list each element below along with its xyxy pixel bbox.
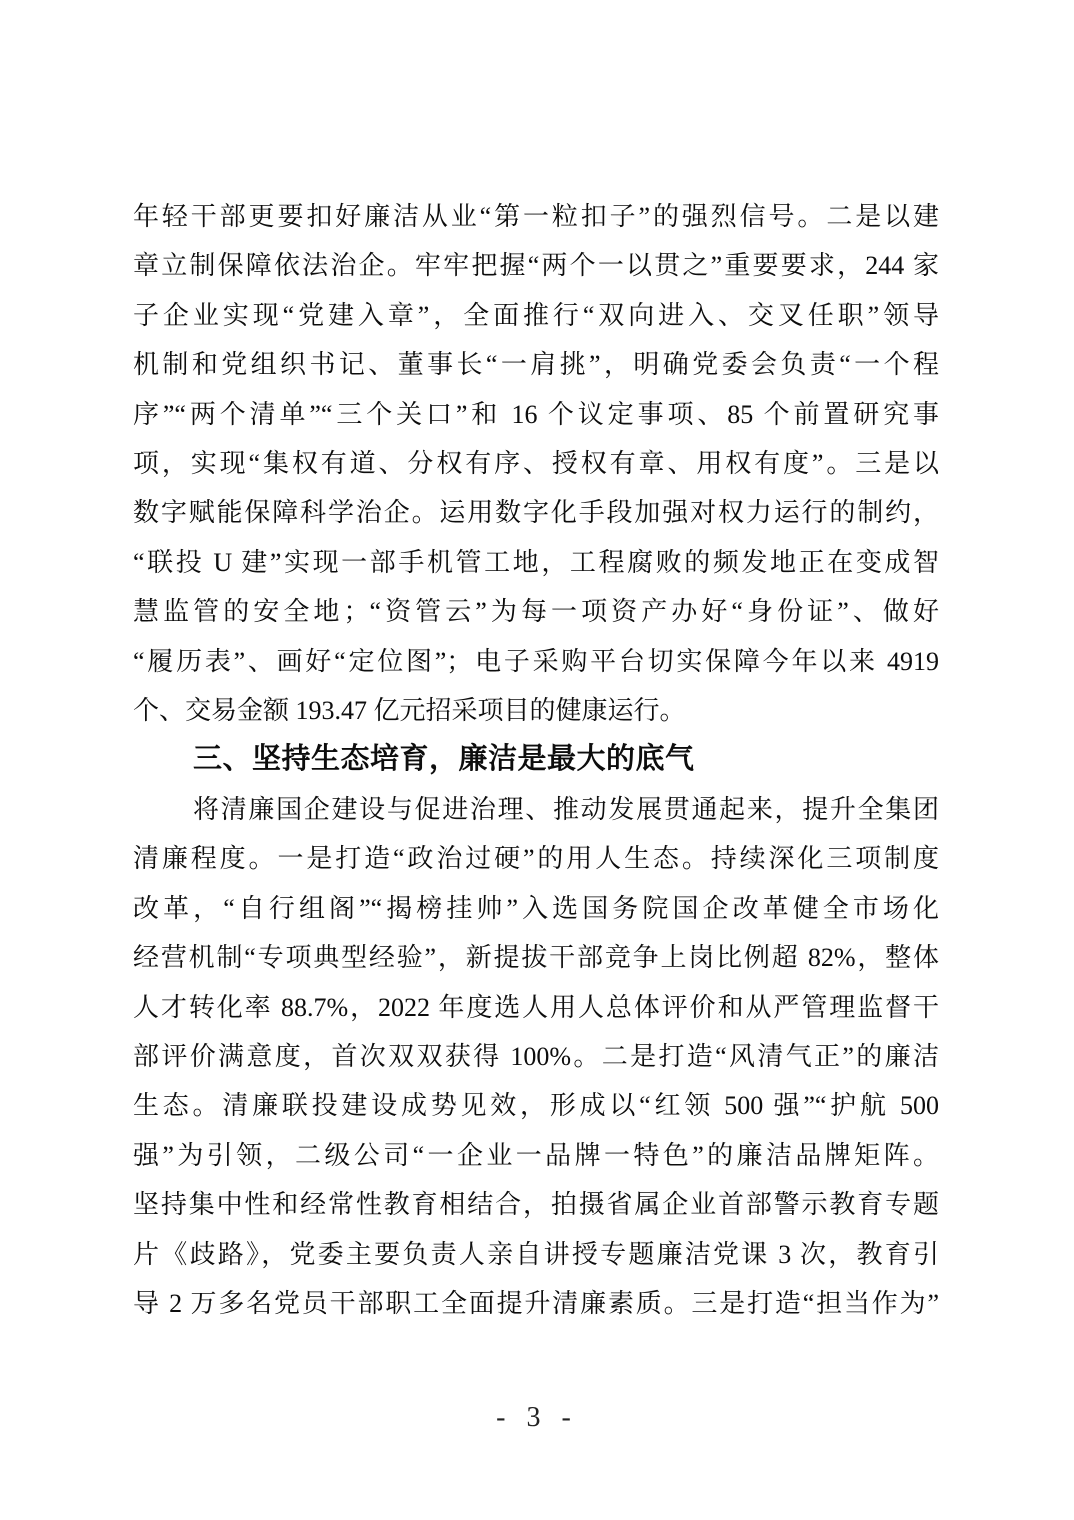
section-heading: 三、坚持生态培育，廉洁是最大的底气: [193, 743, 695, 776]
text-line: 人才转化率 88.7%，2022 年度选人用人总体评价和从严管理监督干: [133, 992, 939, 1022]
text-line: “履历表”、画好“定位图”；电子采购平台切实保障今年以来 4919: [133, 646, 939, 676]
text-line: “联投 U 建”实现一部手机管工地，工程腐败的频发地正在变成智: [133, 547, 939, 577]
text-line: 将清廉国企建设与促进治理、推动发展贯通起来，提升全集团: [193, 794, 939, 824]
page-number: - 3 -: [496, 1402, 578, 1433]
text-line: 清廉程度。一是打造“政治过硬”的用人生态。持续深化三项制度: [133, 844, 939, 874]
text-line: 生态。清廉联投建设成势见效，形成以“红领 500 强”“护航 500: [133, 1091, 939, 1121]
text-line: 导 2 万多名党员干部职工全面提升清廉素质。三是打造“担当作为”: [133, 1288, 939, 1318]
text-line: 个、交易金额 193.47 亿元招采项目的健康运行。: [133, 696, 686, 726]
text-line: 改革，“自行组阁”“揭榜挂帅”入选国务院国企改革健全市场化: [133, 893, 939, 923]
text-line: 慧监管的安全地；“资管云”为每一项资产办好“身份证”、做好: [133, 597, 939, 627]
text-line: 项，实现“集权有道、分权有序、授权有章、用权有度”。三是以: [133, 449, 939, 479]
text-line: 序”“两个清单”“三个关口”和 16 个议定事项、85 个前置研究事: [133, 399, 939, 429]
text-line: 机制和党组织书记、董事长“一肩挑”，明确党委会负责“一个程: [133, 350, 939, 380]
text-line: 坚持集中性和经常性教育相结合，拍摄省属企业首部警示教育专题: [133, 1190, 939, 1220]
text-line: 强”为引领，二级公司“一企业一品牌一特色”的廉洁品牌矩阵。: [133, 1140, 939, 1170]
text-line: 片《歧路》，党委主要负责人亲自讲授专题廉洁党课 3 次，教育引: [133, 1239, 939, 1269]
text-line: 章立制保障依法治企。牢牢把握“两个一以贯之”重要要求，244 家: [133, 251, 939, 281]
text-line: 数字赋能保障科学治企。运用数字化手段加强对权力运行的制约，: [133, 498, 939, 528]
document-body: [133, 192, 939, 1328]
text-line: 子企业实现“党建入章”，全面推行“双向进入、交叉任职”领导: [133, 300, 939, 330]
text-line: 年轻干部更要扣好廉洁从业“第一粒扣子”的强烈信号。二是以建: [133, 202, 939, 231]
text-line: 经营机制“专项典型经验”，新提拔干部竞争上岗比例超 82%，整体: [133, 943, 939, 973]
text-line: 部评价满意度，首次双双获得 100%。二是打造“风清气正”的廉洁: [133, 1041, 939, 1071]
